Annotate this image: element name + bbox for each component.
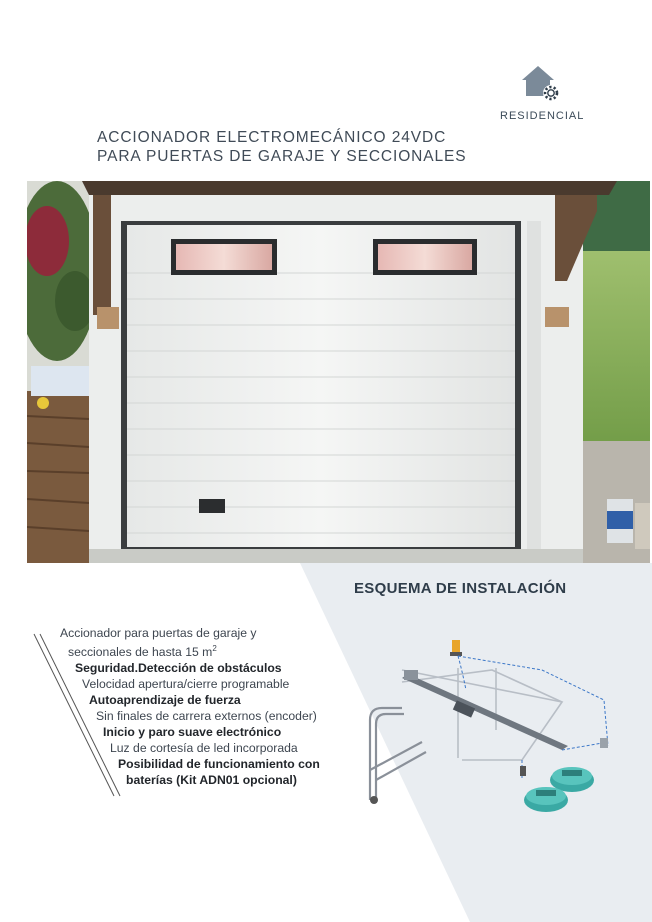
title-line-1: ACCIONADOR ELECTROMECÁNICO 24VDC: [97, 129, 447, 146]
decorative-lines: [28, 628, 128, 803]
feature-item: Sin finales de carrera externos (encoder): [96, 709, 317, 724]
installation-diagram: [362, 630, 632, 815]
intro-sup: 2: [212, 644, 217, 653]
category-label: RESIDENCIAL: [500, 110, 585, 122]
feature-item: Luz de cortesía de led incorporada: [110, 741, 298, 756]
feature-item: Seguridad.Detección de obstáculos: [75, 661, 282, 676]
page-title: [97, 128, 537, 166]
garage-door-photo: [27, 181, 650, 563]
feature-item: Autoaprendizaje de fuerza: [89, 693, 241, 708]
feature-item: Posibilidad de funcionamiento con: [118, 757, 320, 772]
feature-item: baterías (Kit ADN01 opcional): [126, 773, 297, 788]
intro-text: seccionales de hasta 15 m: [68, 645, 213, 660]
title-line-2: PARA PUERTAS DE GARAJE Y SECCIONALES: [97, 148, 467, 165]
house-gear-icon: [520, 62, 564, 104]
intro-line-1: Accionador para puertas de garaje y: [60, 626, 257, 640]
feature-item: Velocidad apertura/cierre programable: [82, 677, 290, 692]
section-title: ESQUEMA DE INSTALACIÓN: [354, 580, 567, 597]
feature-item: Inicio y paro suave electrónico: [103, 725, 282, 740]
